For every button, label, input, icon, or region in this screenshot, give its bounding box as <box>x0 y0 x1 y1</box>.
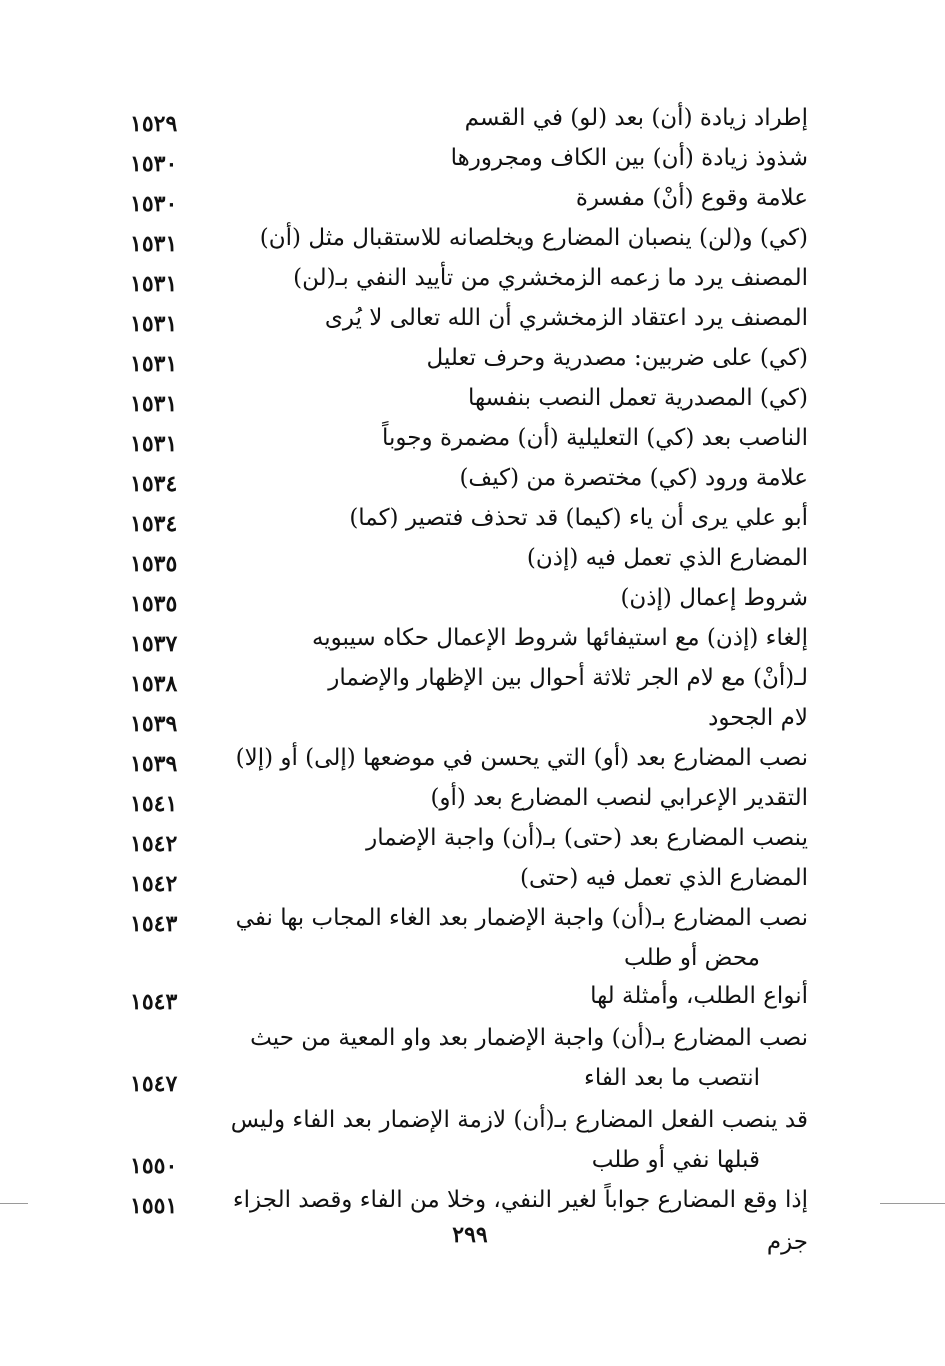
entry-page-number: ١٥٣١ <box>130 311 178 337</box>
entry-page-number: ١٥٣٩ <box>130 751 178 777</box>
entry-text: نصب المضارع بـ(أن) واجبة الإضمار بعد واو المعية من حيث <box>250 1025 808 1051</box>
entry-page-number: ١٥٥٠ <box>130 1153 178 1179</box>
entry-text: المضارع الذي تعمل فيه (حتى) <box>520 865 808 891</box>
entry-page-number: ١٥٣١ <box>130 351 178 377</box>
entry-text: علامة ورود (كي) مختصرة من (كيف) <box>459 465 808 491</box>
entry-text: أبو علي يرى أن ياء (كيما) قد تحذف فتصير (كما) <box>349 505 808 531</box>
index-entry <box>130 378 808 418</box>
entry-page-number: ١٥٤١ <box>130 791 178 817</box>
entry-page-number: ١٥٣٥ <box>130 551 178 577</box>
entry-page-number: ١٥٤٧ <box>130 1071 178 1097</box>
entry-text: الناصب بعد (كي) التعليلية (أن) مضمرة وجوباً <box>382 425 808 451</box>
entry-text: المضارع الذي تعمل فيه (إذن) <box>526 545 808 571</box>
index-entry <box>130 1180 808 1220</box>
entry-text: شروط إعمال (إذن) <box>620 585 808 611</box>
index-entry-continuation <box>130 1140 808 1180</box>
margin-rule <box>880 1203 945 1204</box>
entry-page-number: ١٥٤٢ <box>130 831 178 857</box>
entry-page-number: ١٥٣٠ <box>130 151 178 177</box>
index-entry <box>130 1018 808 1058</box>
entry-page-number: ١٥٣٠ <box>130 191 178 217</box>
entry-page-number: ١٥٣١ <box>130 271 178 297</box>
index-entry <box>130 578 808 618</box>
entry-text: نصب المضارع بعد (أو) التي يحسن في موضعها (إلى) أو (إلا) <box>235 745 808 771</box>
index-entry <box>130 818 808 858</box>
entry-page-number: ١٥٣٧ <box>130 631 178 657</box>
page-number: ٢٩٩ <box>452 1222 488 1248</box>
entry-text: (كي) و(لن) ينصبان المضارع ويخلصانه للاستقبال مثل (أن) <box>259 225 808 251</box>
entry-text: إذا وقع المضارع جواباً لغير النفي، وخلا من الفاء وقصد الجزاء <box>232 1187 808 1213</box>
margin-rule <box>0 1203 28 1204</box>
entry-text: ينصب المضارع بعد (حتى) بـ(أن) واجبة الإضمار <box>366 825 808 851</box>
entry-text: لـ(أنْ) مع لام الجر ثلاثة أحوال بين الإظهار والإضمار <box>328 665 808 691</box>
index-entry <box>130 218 808 258</box>
index-entry-continuation <box>130 938 808 978</box>
entry-text: نصب المضارع بـ(أن) واجبة الإضمار بعد الغاء المجاب بها نفي <box>235 905 808 931</box>
entry-text: لام الجحود <box>708 705 808 731</box>
entry-page-number: ١٥٤٣ <box>130 989 178 1015</box>
entry-page-number: ١٥٣٩ <box>130 711 178 737</box>
entry-text: علامة وقوع (أنْ) مفسرة <box>575 185 808 211</box>
index-entry <box>130 138 808 178</box>
entry-text: المصنف يرد اعتقاد الزمخشري أن الله تعالى لا يُرى <box>324 305 808 331</box>
entry-page-number: ١٥٣١ <box>130 431 178 457</box>
entry-text: قبلها نفي أو طلب <box>591 1147 760 1173</box>
entry-text: إلغاء (إذن) مع استيفائها شروط الإعمال حكاه سيبويه <box>311 625 808 651</box>
index-entry-continuation <box>130 1058 808 1098</box>
index-entry <box>130 538 808 578</box>
index-entry <box>130 418 808 458</box>
index-entry <box>130 298 808 338</box>
entry-page-number: ١٥٣٤ <box>130 511 178 537</box>
entry-page-number: ١٥٣١ <box>130 391 178 417</box>
entry-text: شذوذ زيادة (أن) بين الكاف ومجرورها <box>450 145 808 171</box>
entry-text: إطراد زيادة (أن) بعد (لو) في القسم <box>464 105 808 131</box>
entry-page-number: ١٥٤٣ <box>130 911 178 937</box>
entry-text: جزم <box>766 1229 808 1255</box>
entry-text: محض أو طلب <box>624 945 760 971</box>
index-entry <box>130 858 808 898</box>
index-entry <box>130 178 808 218</box>
index-entry <box>130 1100 808 1140</box>
entry-page-number: ١٥٣٨ <box>130 671 178 697</box>
index-entry <box>130 778 808 818</box>
entry-text: انتصب ما بعد الفاء <box>584 1065 760 1091</box>
index-entry <box>130 618 808 658</box>
index-entry <box>130 258 808 298</box>
entry-text: (كي) المصدرية تعمل النصب بنفسها <box>467 385 808 411</box>
entry-text: قد ينصب الفعل المضارع بـ(أن) لازمة الإضمار بعد الفاء وليس <box>230 1107 808 1133</box>
index-entry <box>130 976 808 1016</box>
entry-page-number: ١٥٥١ <box>130 1193 178 1219</box>
index-entry <box>130 738 808 778</box>
index-entry <box>130 698 808 738</box>
entry-text: (كي) على ضربين: مصدرية وحرف تعليل <box>426 345 808 371</box>
index-entry <box>130 498 808 538</box>
index-entry <box>130 458 808 498</box>
entry-text: التقدير الإعرابي لنصب المضارع بعد (أو) <box>430 785 808 811</box>
index-entry <box>130 338 808 378</box>
entry-page-number: ١٥٤٢ <box>130 871 178 897</box>
index-entry <box>130 658 808 698</box>
index-entry <box>130 898 808 938</box>
entry-text: أنواع الطلب، وأمثلة لها <box>590 983 808 1009</box>
entry-page-number: ١٥٢٩ <box>130 111 178 137</box>
entry-page-number: ١٥٣٤ <box>130 471 178 497</box>
index-entry <box>130 98 808 138</box>
entry-text: المصنف يرد ما زعمه الزمخشري من تأييد النفي بـ(لن) <box>293 265 808 291</box>
entry-page-number: ١٥٣١ <box>130 231 178 257</box>
entry-page-number: ١٥٣٥ <box>130 591 178 617</box>
